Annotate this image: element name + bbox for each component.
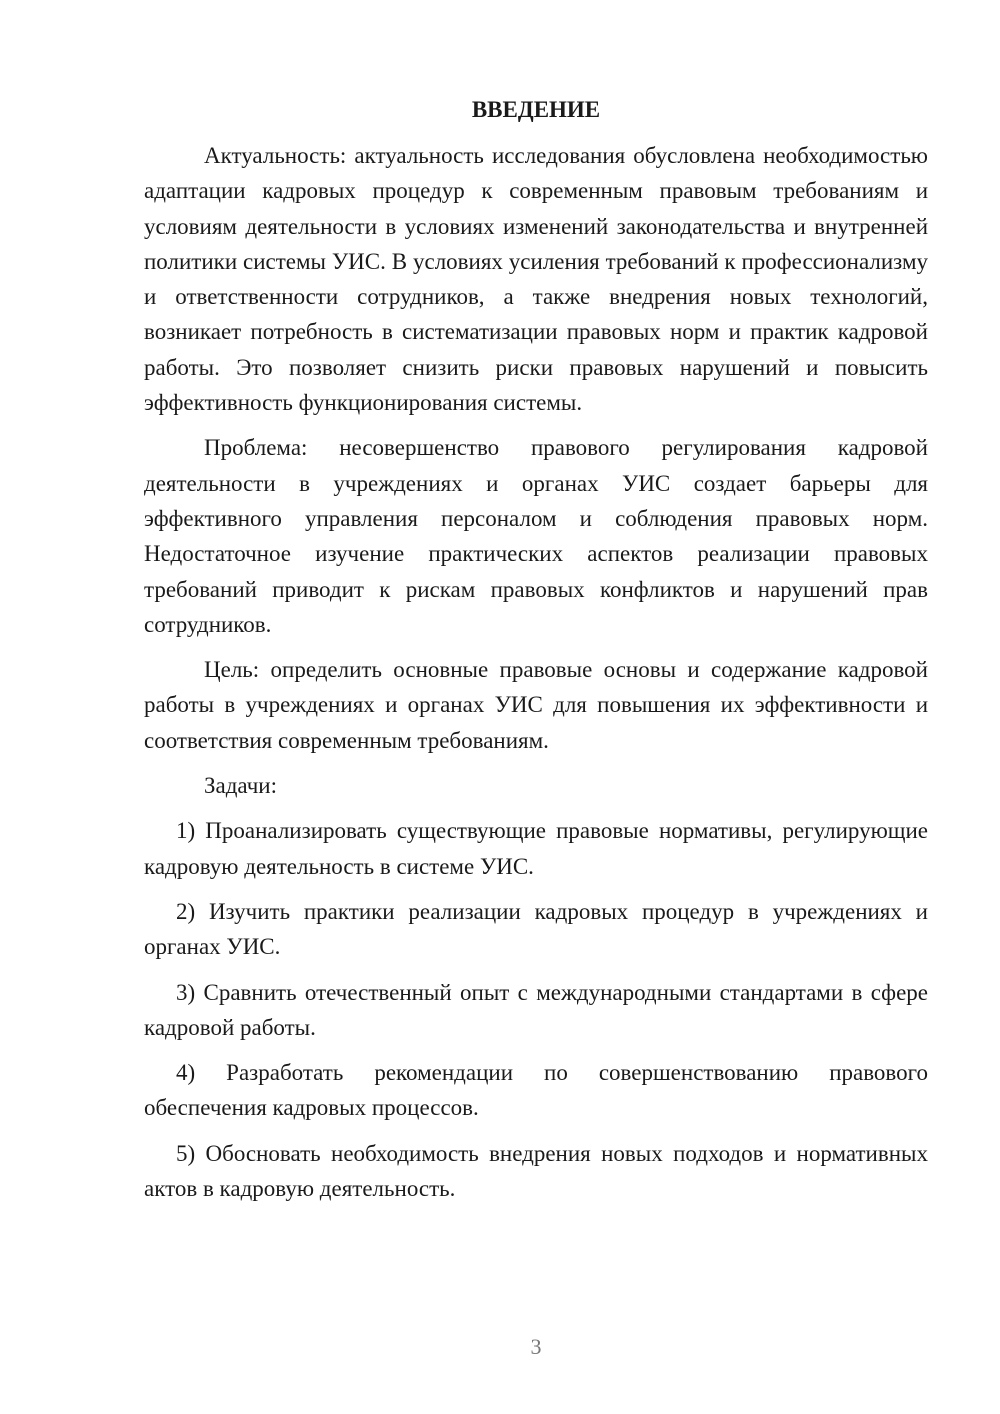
- task-item: 2) Изучить практики реализации кадровых процедур в учреждениях и органах УИС.: [144, 898, 928, 960]
- task-item: 3) Сравнить отечественный опыт с международными стандартами в сфере кадровой работы.: [144, 979, 928, 1040]
- task-item: 1) Проанализировать существующие правовые нормативы, регулирующие кадровую деятельность в системе УИС.: [144, 818, 928, 879]
- tasks-heading: Задачи:: [204, 773, 277, 799]
- task-item: 5) Обосновать необходимость внедрения новых подходов и нормативных актов в кадровую деятельность.: [144, 1140, 928, 1202]
- task-item: 4) Разработать рекомендации по совершенствованию правового обеспечения кадровых процессов.: [144, 1060, 928, 1121]
- page-content: [144, 92, 928, 1216]
- paragraph-relevance: Актуальность: актуальность исследования обусловлена необходимостью адаптации кадровых процедур к современным правовым требованиям и условиям деятельности в условиях изменений законодательства и внутренней политики системы УИС. В условиях усиления требований к профессионализму и ответственности сотрудников, а также внедрения новых технологий, возникает потребность в систематизации правовых норм и практик кадровой работы. Это позволяет снизить риски правовых нарушений и повысить эффективность функционирования системы.: [144, 143, 928, 416]
- paragraph-goal: Цель: определить основные правовые основы и содержание кадровой работы в учреждениях и органах УИС для повышения их эффективности и соответствия современным требованиям.: [144, 657, 928, 753]
- section-title: ВВЕДЕНИЕ: [471, 97, 601, 122]
- page-number: 3: [530, 1334, 542, 1359]
- paragraph-problem: Проблема: несовершенство правового регулирования кадровой деятельности в учреждениях и органах УИС создает барьеры для эффективного управления персоналом и соблюдения правовых норм. Недостаточное изучение практических аспектов реализации правовых требований приводит к рискам правовых конфликтов и нарушений прав сотрудников.: [144, 435, 928, 637]
